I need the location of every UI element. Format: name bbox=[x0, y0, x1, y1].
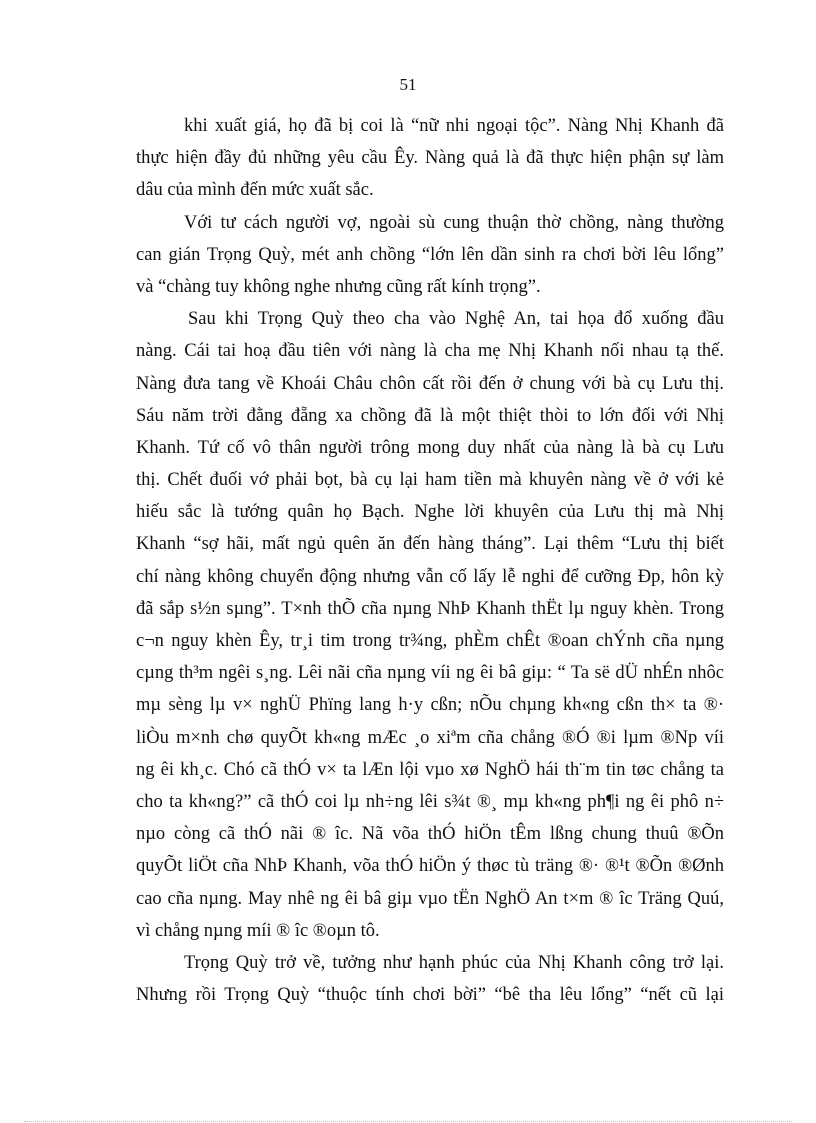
text-line: thị. Chết đuối vớ phải bọt, bà cụ lại ham tiền mà khuyên nàng về ở với kẻ bbox=[136, 470, 724, 491]
text-line: đã sắp s½n sµng”. T×nh thÕ cña nµng NhÞ Khanh thËt lµ nguy khèn. Trong bbox=[136, 598, 724, 619]
text-line: quyÕt liÖt cña NhÞ Khanh, võa thÓ hiÖn ý thøc tù träng ®· ®¹t ®Õn ®Ønh bbox=[136, 856, 724, 877]
text-line: Trọng Quỳ trở về, tưởng như hạnh phúc của Nhị Khanh công trở lại. bbox=[184, 952, 724, 973]
text-line: cao cña nµng. May nhê ng êi bâ giµ vµo tËn NghÖ An t×m ® îc Träng Quú, bbox=[136, 888, 724, 909]
page-bottom-border bbox=[24, 1121, 792, 1122]
text-line: Khanh. Tứ cố vô thân người trông mong duy nhất của nàng là bà cụ Lưu bbox=[136, 437, 724, 458]
text-line: nµo còng cã thÓ nãi ® îc. Nã võa thÓ hiÖn tÊm lßng chung thuû ®Õn bbox=[136, 824, 724, 845]
text-line: Khanh “sợ hãi, mất ngủ quên ăn đến hàng tháng”. Lại thêm “Lưu thị biết bbox=[136, 534, 724, 555]
text-line: can gián Trọng Quỳ, mét anh chồng “lớn lên dần sinh ra chơi bời lêu lổng” bbox=[136, 244, 724, 265]
document-body bbox=[136, 110, 724, 1011]
text-line: cho ta kh«ng?” cã thÓ coi lµ nh÷ng lêi s¾t ®¸ mµ kh«ng ph¶i ng êi phô n÷ bbox=[136, 791, 724, 812]
text-line: ng êi kh¸c. Chó cã thÓ v× ta lÆn lội vµo xø NghÖ hái th¨m tin tøc chång ta bbox=[136, 759, 724, 780]
text-line: liÒu m×nh chø quyÕt kh«ng mÆc ¸o xiªm cña chång ®Ó ®i lµm ®Np víi bbox=[136, 727, 724, 748]
page-number: 51 bbox=[399, 75, 417, 94]
text-line: cµng th³m ngêi s¸ng. Lêi nãi cña nµng víi ng êi bâ giµ: “ Ta së dÜ nhÉn nhôc bbox=[136, 663, 724, 684]
text-line: Sáu năm trời đằng đẵng xa chồng đã là một thiệt thòi to lớn đối với Nhị bbox=[136, 405, 724, 426]
text-line: dâu của mình đến mức xuất sắc. bbox=[136, 180, 374, 201]
text-line: mµ sèng lµ v× nghÜ Phïng lang h·y cßn; nÕu chµng kh«ng cßn th× ta ®· bbox=[136, 695, 724, 716]
text-line: Nàng đưa tang về Khoái Châu chôn cất rồi đến ở chung với bà cụ Lưu thị. bbox=[136, 373, 724, 394]
text-line: thực hiện đầy đủ những yêu cầu Êy. Nàng quả là đã thực hiện phận sự làm bbox=[136, 148, 724, 169]
text-line: nàng. Cái tai hoạ đầu tiên với nàng là cha mẹ Nhị Khanh nối nhau tạ thế. bbox=[136, 341, 724, 362]
text-line: khi xuất giá, họ đã bị coi là “nữ nhi ngoại tộc”. Nàng Nhị Khanh đã bbox=[184, 116, 724, 136]
text-line: hiếu sắc là tướng quân họ Bạch. Nghe lời khuyên của Lưu thị mà Nhị bbox=[136, 502, 724, 523]
text-line: Với tư cách người vợ, ngoài sù cung thuận thờ chồng, nàng thường bbox=[184, 212, 724, 233]
text-line: Sau khi Trọng Quỳ theo cha vào Nghệ An, tai họa đổ xuống đầu bbox=[188, 309, 724, 330]
text-line: và “chàng tuy không nghe nhưng cũng rất kính trọng”. bbox=[136, 276, 541, 297]
text-line: vì chång nµng míi ® îc ®oµn tô. bbox=[136, 920, 380, 941]
text-line: Nhưng rồi Trọng Quỳ “thuộc tính chơi bời” “bê tha lêu lổng” “nết cũ lại bbox=[136, 985, 724, 1006]
text-line: c¬n nguy khèn Êy, tr¸i tim trong tr¾ng, phÈm chÊt ®oan chÝnh cña nµng bbox=[136, 631, 724, 651]
text-line: chí nàng không chuyển động nhưng vẫn cố lấy lễ nghi để cưỡng Ðp, hôn kỳ bbox=[136, 566, 724, 587]
